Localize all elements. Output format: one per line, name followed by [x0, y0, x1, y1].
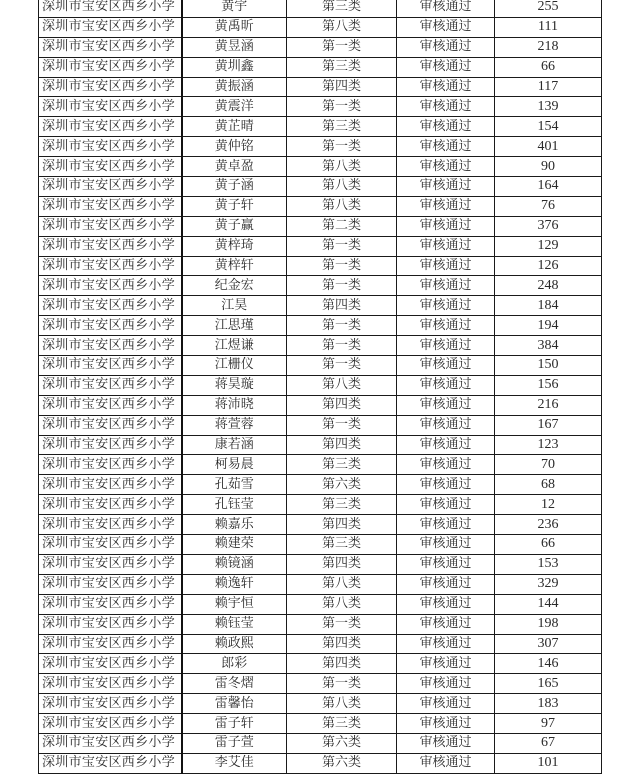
- score-cell: 167: [495, 415, 602, 435]
- status-cell: 审核通过: [397, 455, 495, 475]
- school-cell: 深圳市宝安区西乡小学: [39, 316, 182, 336]
- category-cell: 第四类: [287, 296, 397, 316]
- student-name-cell: 雷冬熠: [182, 674, 287, 694]
- student-name-cell: 雷馨怡: [182, 694, 287, 714]
- school-cell: 深圳市宝安区西乡小学: [39, 654, 182, 674]
- category-cell: 第三类: [287, 57, 397, 77]
- table-row: [39, 177, 602, 197]
- table-row: [39, 475, 602, 495]
- table-row: [39, 554, 602, 574]
- school-cell: 深圳市宝安区西乡小学: [39, 97, 182, 117]
- category-cell: 第一类: [287, 97, 397, 117]
- category-cell: 第一类: [287, 236, 397, 256]
- table-row: [39, 654, 602, 674]
- category-cell: 第一类: [287, 316, 397, 336]
- score-cell: 66: [495, 535, 602, 555]
- status-cell: 审核通过: [397, 157, 495, 177]
- table-row: [39, 0, 602, 17]
- category-cell: 第二类: [287, 216, 397, 236]
- score-cell: 129: [495, 236, 602, 256]
- table-row: [39, 455, 602, 475]
- category-cell: 第三类: [287, 495, 397, 515]
- student-name-cell: 黄昱涵: [182, 37, 287, 57]
- school-cell: 深圳市宝安区西乡小学: [39, 0, 182, 17]
- status-cell: 审核通过: [397, 594, 495, 614]
- score-cell: 117: [495, 77, 602, 97]
- student-name-cell: 赖宇恒: [182, 594, 287, 614]
- table-row: [39, 276, 602, 296]
- school-cell: 深圳市宝安区西乡小学: [39, 574, 182, 594]
- score-cell: 183: [495, 694, 602, 714]
- category-cell: 第八类: [287, 196, 397, 216]
- school-cell: 深圳市宝安区西乡小学: [39, 137, 182, 157]
- student-name-cell: 黄子赢: [182, 216, 287, 236]
- score-cell: 376: [495, 216, 602, 236]
- student-name-cell: 蒋萱蓉: [182, 415, 287, 435]
- status-cell: 审核通过: [397, 574, 495, 594]
- table-row: [39, 256, 602, 276]
- school-cell: 深圳市宝安区西乡小学: [39, 57, 182, 77]
- school-cell: 深圳市宝安区西乡小学: [39, 37, 182, 57]
- category-cell: 第一类: [287, 37, 397, 57]
- category-cell: 第六类: [287, 753, 397, 773]
- score-cell: 144: [495, 594, 602, 614]
- score-cell: 329: [495, 574, 602, 594]
- status-cell: 审核通过: [397, 515, 495, 535]
- student-name-cell: 蒋昊璇: [182, 375, 287, 395]
- table-row: [39, 216, 602, 236]
- score-cell: 198: [495, 614, 602, 634]
- student-name-cell: 赖建荣: [182, 535, 287, 555]
- table-row: [39, 17, 602, 37]
- school-cell: 深圳市宝安区西乡小学: [39, 395, 182, 415]
- student-name-cell: 李艾佳: [182, 753, 287, 773]
- category-cell: 第四类: [287, 554, 397, 574]
- category-cell: 第八类: [287, 375, 397, 395]
- status-cell: 审核通过: [397, 17, 495, 37]
- student-name-cell: 赖嘉乐: [182, 515, 287, 535]
- student-name-cell: 孔钰莹: [182, 495, 287, 515]
- school-cell: 深圳市宝安区西乡小学: [39, 614, 182, 634]
- student-name-cell: 黄子轩: [182, 196, 287, 216]
- school-cell: 深圳市宝安区西乡小学: [39, 455, 182, 475]
- table-row: [39, 435, 602, 455]
- school-cell: 深圳市宝安区西乡小学: [39, 535, 182, 555]
- school-cell: 深圳市宝安区西乡小学: [39, 733, 182, 753]
- status-cell: 审核通过: [397, 0, 495, 17]
- table-row: [39, 495, 602, 515]
- status-cell: 审核通过: [397, 97, 495, 117]
- school-cell: 深圳市宝安区西乡小学: [39, 435, 182, 455]
- status-cell: 审核通过: [397, 535, 495, 555]
- student-name-cell: 柯易晨: [182, 455, 287, 475]
- school-cell: 深圳市宝安区西乡小学: [39, 177, 182, 197]
- student-name-cell: 纪金宏: [182, 276, 287, 296]
- school-cell: 深圳市宝安区西乡小学: [39, 157, 182, 177]
- school-cell: 深圳市宝安区西乡小学: [39, 554, 182, 574]
- student-name-cell: 黄芷晴: [182, 117, 287, 137]
- school-cell: 深圳市宝安区西乡小学: [39, 694, 182, 714]
- school-cell: 深圳市宝安区西乡小学: [39, 495, 182, 515]
- student-name-cell: 黄梓琦: [182, 236, 287, 256]
- score-cell: 194: [495, 316, 602, 336]
- status-cell: 审核通过: [397, 37, 495, 57]
- school-cell: 深圳市宝安区西乡小学: [39, 336, 182, 356]
- status-cell: 审核通过: [397, 316, 495, 336]
- score-cell: 154: [495, 117, 602, 137]
- score-cell: 97: [495, 714, 602, 734]
- table-row: [39, 77, 602, 97]
- table-row: [39, 574, 602, 594]
- category-cell: 第八类: [287, 177, 397, 197]
- category-cell: 第六类: [287, 733, 397, 753]
- score-cell: 248: [495, 276, 602, 296]
- student-name-cell: 赖逸轩: [182, 574, 287, 594]
- student-name-cell: 江栅仪: [182, 356, 287, 376]
- status-cell: 审核通过: [397, 694, 495, 714]
- student-name-cell: 雷子轩: [182, 714, 287, 734]
- student-name-cell: 康若涵: [182, 435, 287, 455]
- status-cell: 审核通过: [397, 753, 495, 773]
- category-cell: 第八类: [287, 157, 397, 177]
- results-table: [38, 0, 602, 774]
- status-cell: 审核通过: [397, 435, 495, 455]
- school-cell: 深圳市宝安区西乡小学: [39, 77, 182, 97]
- table-row: [39, 137, 602, 157]
- status-cell: 审核通过: [397, 57, 495, 77]
- score-cell: 76: [495, 196, 602, 216]
- table-row: [39, 634, 602, 654]
- student-name-cell: 黄震洋: [182, 97, 287, 117]
- table-row: [39, 336, 602, 356]
- score-cell: 218: [495, 37, 602, 57]
- category-cell: 第四类: [287, 395, 397, 415]
- table-row: [39, 535, 602, 555]
- category-cell: 第一类: [287, 137, 397, 157]
- category-cell: 第一类: [287, 415, 397, 435]
- category-cell: 第四类: [287, 634, 397, 654]
- score-cell: 384: [495, 336, 602, 356]
- status-cell: 审核通过: [397, 276, 495, 296]
- student-name-cell: 孔茹雪: [182, 475, 287, 495]
- school-cell: 深圳市宝安区西乡小学: [39, 236, 182, 256]
- student-name-cell: 黄振涵: [182, 77, 287, 97]
- school-cell: 深圳市宝安区西乡小学: [39, 594, 182, 614]
- table-row: [39, 296, 602, 316]
- status-cell: 审核通过: [397, 236, 495, 256]
- table-row: [39, 375, 602, 395]
- score-cell: 307: [495, 634, 602, 654]
- student-name-cell: 黄子涵: [182, 177, 287, 197]
- data-sheet: [38, 0, 601, 774]
- school-cell: 深圳市宝安区西乡小学: [39, 475, 182, 495]
- status-cell: 审核通过: [397, 296, 495, 316]
- school-cell: 深圳市宝安区西乡小学: [39, 256, 182, 276]
- status-cell: 审核通过: [397, 395, 495, 415]
- score-cell: 67: [495, 733, 602, 753]
- status-cell: 审核通过: [397, 674, 495, 694]
- score-cell: 165: [495, 674, 602, 694]
- table-row: [39, 714, 602, 734]
- category-cell: 第一类: [287, 276, 397, 296]
- score-cell: 139: [495, 97, 602, 117]
- school-cell: 深圳市宝安区西乡小学: [39, 674, 182, 694]
- student-name-cell: 江思瑾: [182, 316, 287, 336]
- score-cell: 146: [495, 654, 602, 674]
- school-cell: 深圳市宝安区西乡小学: [39, 216, 182, 236]
- school-cell: 深圳市宝安区西乡小学: [39, 356, 182, 376]
- school-cell: 深圳市宝安区西乡小学: [39, 17, 182, 37]
- score-cell: 101: [495, 753, 602, 773]
- score-cell: 150: [495, 356, 602, 376]
- status-cell: 审核通过: [397, 554, 495, 574]
- category-cell: 第一类: [287, 614, 397, 634]
- category-cell: 第三类: [287, 0, 397, 17]
- category-cell: 第八类: [287, 574, 397, 594]
- table-row: [39, 117, 602, 137]
- student-name-cell: 黄梓轩: [182, 256, 287, 276]
- table-row: [39, 415, 602, 435]
- score-cell: 184: [495, 296, 602, 316]
- student-name-cell: 黄仲铭: [182, 137, 287, 157]
- student-name-cell: 赖镜涵: [182, 554, 287, 574]
- status-cell: 审核通过: [397, 375, 495, 395]
- status-cell: 审核通过: [397, 216, 495, 236]
- student-name-cell: 蒋沛晓: [182, 395, 287, 415]
- score-cell: 153: [495, 554, 602, 574]
- school-cell: 深圳市宝安区西乡小学: [39, 634, 182, 654]
- score-cell: 68: [495, 475, 602, 495]
- score-cell: 156: [495, 375, 602, 395]
- category-cell: 第一类: [287, 356, 397, 376]
- school-cell: 深圳市宝安区西乡小学: [39, 415, 182, 435]
- score-cell: 12: [495, 495, 602, 515]
- status-cell: 审核通过: [397, 356, 495, 376]
- status-cell: 审核通过: [397, 714, 495, 734]
- table-row: [39, 614, 602, 634]
- score-cell: 216: [495, 395, 602, 415]
- score-cell: 401: [495, 137, 602, 157]
- student-name-cell: 赖政熙: [182, 634, 287, 654]
- table-row: [39, 97, 602, 117]
- student-name-cell: 黄禹昕: [182, 17, 287, 37]
- table-row: [39, 37, 602, 57]
- table-row: [39, 236, 602, 256]
- category-cell: 第一类: [287, 256, 397, 276]
- score-cell: 66: [495, 57, 602, 77]
- table-row: [39, 157, 602, 177]
- category-cell: 第三类: [287, 117, 397, 137]
- school-cell: 深圳市宝安区西乡小学: [39, 276, 182, 296]
- category-cell: 第八类: [287, 17, 397, 37]
- table-row: [39, 515, 602, 535]
- category-cell: 第六类: [287, 475, 397, 495]
- status-cell: 审核通过: [397, 256, 495, 276]
- category-cell: 第一类: [287, 674, 397, 694]
- student-name-cell: 雷子萱: [182, 733, 287, 753]
- table-row: [39, 674, 602, 694]
- status-cell: 审核通过: [397, 654, 495, 674]
- score-cell: 123: [495, 435, 602, 455]
- category-cell: 第三类: [287, 535, 397, 555]
- score-cell: 126: [495, 256, 602, 276]
- status-cell: 审核通过: [397, 336, 495, 356]
- category-cell: 第三类: [287, 714, 397, 734]
- student-name-cell: 黄宇: [182, 0, 287, 17]
- category-cell: 第八类: [287, 594, 397, 614]
- score-cell: 70: [495, 455, 602, 475]
- school-cell: 深圳市宝安区西乡小学: [39, 196, 182, 216]
- student-name-cell: 黄圳鑫: [182, 57, 287, 77]
- category-cell: 第八类: [287, 694, 397, 714]
- table-row: [39, 753, 602, 773]
- category-cell: 第四类: [287, 515, 397, 535]
- status-cell: 审核通过: [397, 614, 495, 634]
- status-cell: 审核通过: [397, 415, 495, 435]
- student-name-cell: 赖钰莹: [182, 614, 287, 634]
- student-name-cell: 江昊: [182, 296, 287, 316]
- status-cell: 审核通过: [397, 117, 495, 137]
- score-cell: 111: [495, 17, 602, 37]
- category-cell: 第四类: [287, 435, 397, 455]
- status-cell: 审核通过: [397, 733, 495, 753]
- table-row: [39, 356, 602, 376]
- category-cell: 第四类: [287, 77, 397, 97]
- status-cell: 审核通过: [397, 634, 495, 654]
- table-row: [39, 395, 602, 415]
- table-row: [39, 316, 602, 336]
- table-row: [39, 733, 602, 753]
- status-cell: 审核通过: [397, 196, 495, 216]
- school-cell: 深圳市宝安区西乡小学: [39, 714, 182, 734]
- school-cell: 深圳市宝安区西乡小学: [39, 117, 182, 137]
- student-name-cell: 江煜谦: [182, 336, 287, 356]
- category-cell: 第四类: [287, 654, 397, 674]
- school-cell: 深圳市宝安区西乡小学: [39, 375, 182, 395]
- status-cell: 审核通过: [397, 77, 495, 97]
- student-name-cell: 郎彩: [182, 654, 287, 674]
- school-cell: 深圳市宝安区西乡小学: [39, 753, 182, 773]
- school-cell: 深圳市宝安区西乡小学: [39, 515, 182, 535]
- score-cell: 164: [495, 177, 602, 197]
- student-name-cell: 黄卓盈: [182, 157, 287, 177]
- status-cell: 审核通过: [397, 475, 495, 495]
- score-cell: 90: [495, 157, 602, 177]
- table-row: [39, 594, 602, 614]
- score-cell: 236: [495, 515, 602, 535]
- table-row: [39, 57, 602, 77]
- results-table-body: [39, 0, 602, 773]
- table-row: [39, 694, 602, 714]
- score-cell: 255: [495, 0, 602, 17]
- status-cell: 审核通过: [397, 495, 495, 515]
- category-cell: 第一类: [287, 336, 397, 356]
- table-row: [39, 196, 602, 216]
- school-cell: 深圳市宝安区西乡小学: [39, 296, 182, 316]
- status-cell: 审核通过: [397, 137, 495, 157]
- status-cell: 审核通过: [397, 177, 495, 197]
- category-cell: 第三类: [287, 455, 397, 475]
